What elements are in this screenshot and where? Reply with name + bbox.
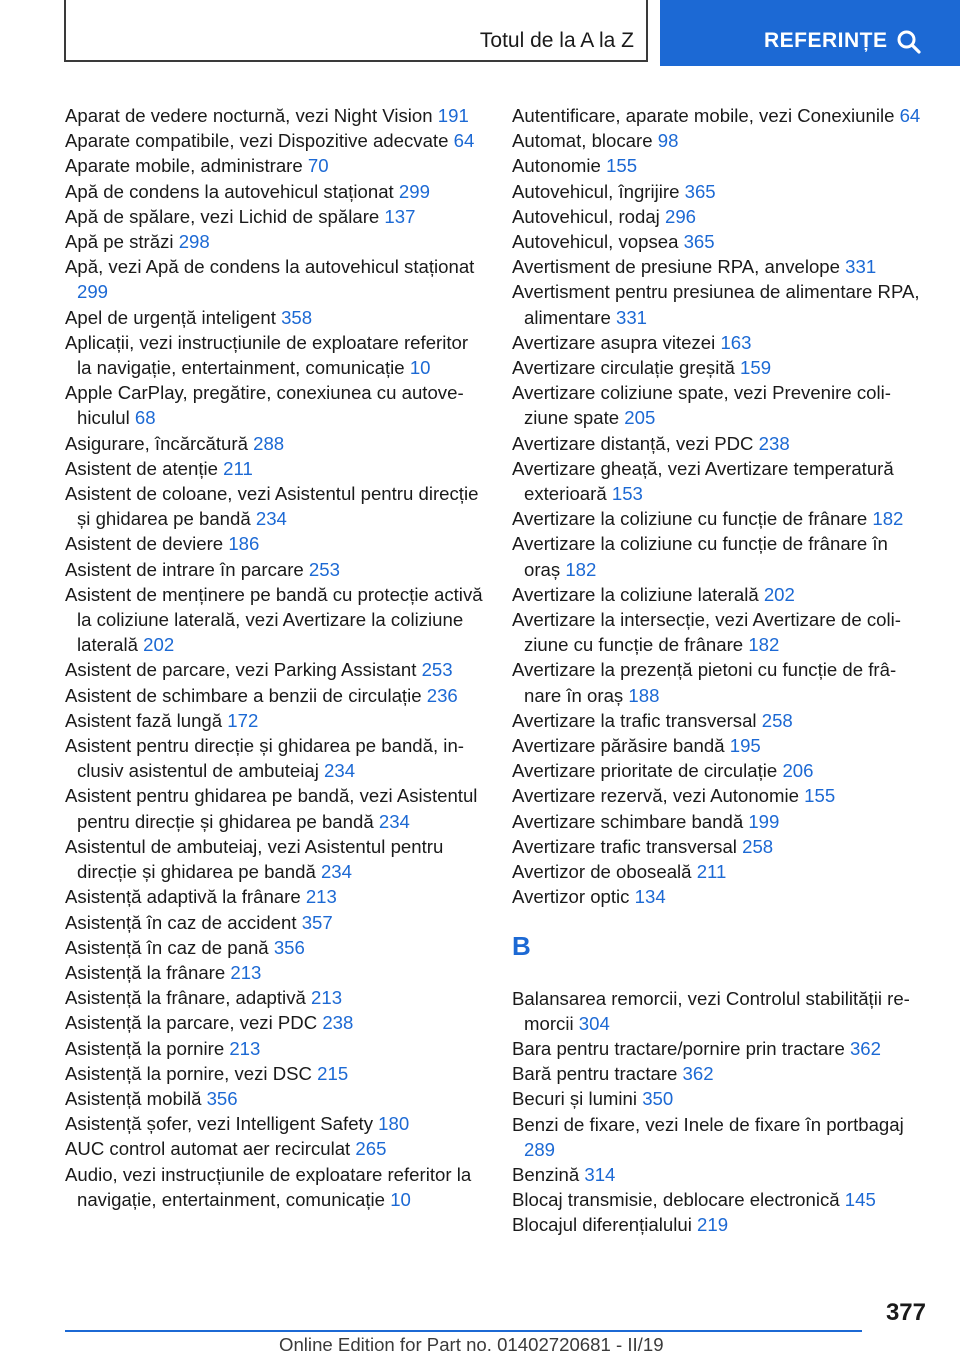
index-entry [65, 657, 485, 682]
page-link[interactable]: 68 [134, 407, 156, 429]
page-link[interactable]: 253 [308, 558, 340, 580]
index-entry-text: Apă pe străzi [65, 231, 174, 253]
page-link[interactable]: 236 [426, 684, 458, 706]
page-link[interactable]: 64 [453, 130, 475, 152]
index-entry-text: Asistent de menținere pe bandă cu protecție activă la coliziune laterală, vezi Avertizare la coliziune laterală [65, 583, 483, 656]
page-link[interactable]: 186 [228, 533, 260, 555]
section-letter: B [512, 930, 531, 961]
index-entry-text: Asistență la parcare, vezi PDC [65, 1012, 318, 1034]
index-entry [512, 607, 922, 657]
index-entry [65, 582, 485, 658]
index-entry [512, 1086, 922, 1111]
index-entry-text: Asistent de intrare în parcare [65, 558, 304, 580]
page-link[interactable]: 155 [804, 785, 836, 807]
index-entry-text: Bară pentru tractare [512, 1063, 678, 1085]
index-entry [65, 1136, 485, 1161]
index-entry-text: Asistent de parcare, vezi Parking Assistant [65, 659, 417, 681]
index-entry-text: Avertizare la trafic transversal [512, 709, 757, 731]
page-link[interactable]: 70 [307, 155, 329, 177]
index-entry [65, 960, 485, 985]
index-entry [65, 733, 485, 783]
index-entry-text: Autovehicul, îngrijire [512, 180, 680, 202]
index-entry [512, 834, 922, 859]
page-link[interactable]: 159 [740, 357, 772, 379]
index-entry [512, 179, 922, 204]
page-link[interactable]: 234 [324, 760, 356, 782]
page-link[interactable]: 357 [301, 911, 333, 933]
index-entry [65, 305, 485, 330]
page-link[interactable]: 180 [378, 1113, 410, 1135]
page-link[interactable]: 98 [657, 130, 679, 152]
index-entry-text: Avertizare distanță, vezi PDC [512, 432, 754, 454]
index-entry [512, 153, 922, 178]
index-entry-text: Apă de condens la autovehicul staționat [65, 180, 394, 202]
page-link[interactable]: 213 [311, 987, 343, 1009]
index-entry [512, 128, 922, 153]
page-link[interactable]: 145 [844, 1189, 876, 1211]
index-entry [512, 758, 922, 783]
index-entry-text: Blocajul diferențialului [512, 1214, 692, 1236]
index-entry-text: Asistență șofer, vezi Intelligent Safety [65, 1113, 373, 1135]
index-entry [512, 986, 922, 1036]
index-entry-text: Benzi de fixare, vezi Inele de fixare în portbagaj [512, 1113, 904, 1135]
index-entry [65, 910, 485, 935]
index-entry [512, 1036, 922, 1061]
index-entry [65, 708, 485, 733]
page-link[interactable]: 211 [223, 457, 253, 479]
page-link[interactable]: 314 [584, 1163, 616, 1185]
index-entry [65, 1111, 485, 1136]
page-link[interactable]: 64 [899, 105, 921, 126]
index-entry [65, 380, 485, 430]
index-entry-text: Asistență la frânare, adaptivă [65, 987, 306, 1009]
page-link[interactable]: 358 [281, 306, 313, 328]
page-link[interactable]: 298 [178, 231, 210, 253]
page-link[interactable]: 365 [683, 231, 715, 253]
page-link[interactable]: 213 [230, 961, 262, 983]
page-link[interactable]: 299 [398, 180, 430, 202]
index-entry [512, 431, 922, 456]
page-link[interactable]: 288 [253, 432, 285, 454]
index-entry [65, 330, 485, 380]
index-entry [512, 456, 922, 506]
footer-divider [65, 1330, 862, 1332]
index-entry [65, 1061, 485, 1086]
index-entry-text: Asigurare, încărcătură [65, 432, 248, 454]
index-entry [512, 103, 922, 128]
page-link[interactable]: 10 [390, 1188, 411, 1210]
page-link[interactable]: 234 [255, 508, 287, 530]
index-entry-text: Asistență în caz de accident [65, 911, 297, 933]
page-link[interactable]: 215 [317, 1062, 349, 1084]
index-entry [512, 1061, 922, 1086]
index-entry-text: Becuri și lumini [512, 1088, 638, 1110]
index-entry-text: Apă, vezi Apă de condens la autovehicul staționat [65, 256, 475, 278]
index-entry [65, 254, 485, 304]
index-entry [512, 380, 922, 430]
index-entry [512, 204, 922, 229]
index-entry-text: Avertisment pentru presiunea de alimentare RPA, alimentare [512, 281, 920, 328]
index-entry [65, 153, 485, 178]
page-link[interactable]: 182 [872, 508, 904, 530]
index-entry-text: Avertizare la prezență pietoni cu funcție de frânare în oraș [512, 659, 897, 706]
index-entry-text: Apple CarPlay, pregătire, conexiunea cu autovehiculul [65, 382, 464, 429]
page-link[interactable]: 205 [624, 407, 656, 429]
page-link[interactable]: 191 [437, 105, 469, 126]
tab-referinte[interactable] [660, 0, 960, 66]
index-entry [65, 456, 485, 481]
page-link[interactable]: 238 [322, 1012, 354, 1034]
page-link[interactable]: 10 [409, 357, 431, 379]
page-link[interactable]: 365 [684, 180, 716, 202]
index-entry [65, 103, 485, 128]
index-entry-text: Autovehicul, rodaj [512, 205, 660, 227]
page-link[interactable]: 213 [305, 886, 337, 908]
index-entry-text: AUC control automat aer recirculat [65, 1138, 351, 1160]
page-link[interactable]: 356 [273, 936, 305, 958]
page-link[interactable]: 258 [761, 709, 793, 731]
index-entry [65, 531, 485, 556]
index-list-a [512, 103, 922, 910]
page-link[interactable]: 155 [606, 155, 638, 177]
page-link[interactable]: 202 [143, 634, 175, 656]
index-entry-text: Asistent de atenție [65, 457, 218, 479]
page-link[interactable]: 153 [611, 483, 643, 505]
index-entry-text: Asistent de coloane, vezi Asistentul pentru direcție și ghidarea pe bandă [65, 483, 479, 530]
index-entry-text: Avertizare prioritate de circulație [512, 760, 778, 782]
index-column-right [512, 103, 922, 1238]
page-link[interactable]: 299 [77, 281, 109, 303]
index-entry-text: Avertizare gheață, vezi Avertizare temperatură exterioară [512, 457, 894, 505]
index-entry-text: Asistent pentru direcție și ghidarea pe bandă, inclusiv asistentul de ambuteiaj [65, 735, 464, 782]
index-entry [512, 229, 922, 254]
page-link[interactable]: 304 [578, 1012, 610, 1034]
index-entry-text: Asistent fază lungă [65, 709, 223, 731]
index-entry-text: Asistent pentru ghidarea pe bandă, vezi Asistentul pentru direcție și ghidarea pe bandă [65, 785, 478, 832]
index-entry [512, 809, 922, 834]
index-entry-text: Avertizare schimbare bandă [512, 810, 744, 832]
index-entry [512, 1187, 922, 1212]
page-link[interactable]: 234 [320, 861, 352, 883]
index-entry-text: Avertizare la coliziune cu funcție de frânare în oraș [512, 533, 888, 580]
index-entry-text: Avertizor optic [512, 886, 630, 908]
index-entry [512, 531, 922, 581]
index-entry [65, 683, 485, 708]
index-entry [65, 884, 485, 909]
index-entry [65, 229, 485, 254]
index-entry [512, 330, 922, 355]
page-link[interactable]: 172 [227, 709, 259, 731]
index-entry [512, 582, 922, 607]
index-entry-text: Asistență în caz de pană [65, 936, 269, 958]
index-entry [512, 708, 922, 733]
index-entry-text: Avertisment de presiune RPA, anvelope [512, 256, 840, 278]
footer-edition-text: Online Edition for Part no. 01402720681 - II/19 [279, 1334, 664, 1355]
index-entry-text: Audio, vezi instrucțiunile de exploatare referitor la navigație, entertainment, comunicație [65, 1163, 472, 1210]
index-entry [65, 1086, 485, 1111]
index-entry [65, 204, 485, 229]
search-icon[interactable] [896, 29, 922, 55]
index-entry [512, 506, 922, 531]
index-entry-text: Avertizare părăsire bandă [512, 735, 725, 757]
page-link[interactable]: 195 [729, 735, 761, 757]
index-entry [65, 1010, 485, 1035]
page-link[interactable]: 289 [524, 1138, 556, 1160]
page-link[interactable]: 199 [748, 810, 780, 832]
page-link[interactable]: 356 [206, 1087, 238, 1109]
index-entry-text: Bara pentru tractare/pornire prin tractare [512, 1037, 845, 1059]
index-entry [512, 254, 922, 279]
index-entry-text: Asistență la pornire [65, 1037, 225, 1059]
index-entry [65, 481, 485, 531]
header [0, 0, 960, 66]
index-entry-text: Benzină [512, 1163, 580, 1185]
page-link[interactable]: 253 [421, 659, 453, 681]
page-link[interactable]: 188 [628, 684, 660, 706]
page-link[interactable]: 206 [782, 760, 814, 782]
page-link[interactable]: 234 [378, 810, 410, 832]
index-entry [512, 1212, 922, 1237]
tab-totul-de-la-a-la-z[interactable] [64, 0, 648, 62]
index-entry-text: Avertizare rezervă, vezi Autonomie [512, 785, 799, 807]
page-link[interactable]: 219 [697, 1214, 729, 1236]
index-entry-text: Avertizare asupra vitezei [512, 331, 716, 353]
index-entry-text: Aparate compatibile, vezi Dispozitive adecvate [65, 130, 449, 152]
page-link[interactable]: 137 [384, 205, 416, 227]
page-link[interactable]: 362 [849, 1037, 881, 1059]
index-entry-text: Aparate mobile, administrare [65, 155, 303, 177]
index-entry-text: Avertizor de oboseală [512, 861, 692, 883]
tab-current-label: Totul de la A la Z [479, 29, 634, 52]
index-column-left [65, 103, 485, 1212]
index-entry [65, 783, 485, 833]
page-link[interactable]: 350 [642, 1088, 674, 1110]
index-entry [65, 1162, 485, 1212]
index-entry-text: Avertizare coliziune spate, vezi Prevenire coliziune spate [512, 382, 891, 429]
index-entry [65, 935, 485, 960]
tab-ref-label: REFERINȚE [764, 29, 888, 52]
index-entry-text: Avertizare circulație greșită [512, 357, 735, 379]
index-entry-text: Avertizare trafic transversal [512, 835, 737, 857]
index-entry [65, 1036, 485, 1061]
page-link[interactable]: 202 [763, 583, 795, 605]
footer-edition [279, 1334, 664, 1356]
index-list-b [512, 986, 922, 1238]
index-entry [512, 1112, 922, 1162]
index-entry [512, 1162, 922, 1187]
index-entry-text: Balansarea remorcii, vezi Controlul stabilității remorcii [512, 987, 910, 1034]
index-entry-text: Asistență la pornire, vezi DSC [65, 1062, 312, 1084]
index-entry-text: Asistent de schimbare a benzii de circulație [65, 684, 422, 706]
index-entry-text: Apă de spălare, vezi Lichid de spălare [65, 205, 380, 227]
index-entry-text: Automat, blocare [512, 130, 653, 152]
page-link[interactable]: 258 [742, 835, 774, 857]
index-entry-text: Avertizare la coliziune laterală [512, 583, 759, 605]
index-entry-text: Asistență adaptivă la frânare [65, 886, 301, 908]
index-entry-text: Asistent de deviere [65, 533, 224, 555]
index-entry [65, 179, 485, 204]
page-link[interactable]: 296 [664, 205, 697, 227]
page-link[interactable]: 213 [229, 1037, 261, 1059]
index-entry [512, 783, 922, 808]
index-entry-text: Autentificare, aparate mobile, vezi Conexiunile [512, 105, 895, 126]
page-link[interactable]: 331 [845, 256, 877, 278]
index-entry-text: Autovehicul, vopsea [512, 231, 679, 253]
index-entry [65, 431, 485, 456]
index-entry [65, 128, 485, 153]
index-entry [512, 884, 922, 909]
page-link[interactable]: 211 [696, 861, 727, 883]
page-link[interactable]: 163 [720, 331, 752, 353]
index-entry [512, 859, 922, 884]
page-link[interactable]: 182 [565, 558, 597, 580]
index-entry [65, 985, 485, 1010]
index-entry-text: Apel de urgență inteligent [65, 306, 276, 328]
page-number: 377 [885, 1299, 926, 1326]
page-link[interactable]: 238 [758, 432, 790, 454]
index-entry [512, 657, 922, 707]
index-entry-text: Avertizare la intersecție, vezi Avertizare de coliziune cu funcție de frânare [512, 609, 901, 656]
index-entry-text: Blocaj transmisie, deblocare electronică [512, 1189, 840, 1211]
page-link[interactable]: 182 [748, 634, 780, 656]
index-entry [512, 279, 922, 329]
index-entry-text: Autonomie [512, 155, 601, 177]
index-entry-text: Asistentul de ambuteiaj, vezi Asistentul pentru direcție și ghidarea pe bandă [65, 835, 444, 883]
page-link[interactable]: 362 [682, 1063, 714, 1085]
index-entry-text: Aplicații, vezi instrucțiunile de exploatare referitor la navigație, entertainment, comunicație [65, 331, 469, 379]
page-link[interactable]: 331 [616, 306, 648, 328]
index-entry [65, 557, 485, 582]
index-entry-text: Avertizare la coliziune cu funcție de frânare [512, 508, 868, 530]
index-entry [512, 733, 922, 758]
page-link[interactable]: 134 [634, 886, 666, 908]
index-entry-text: Aparat de vedere nocturnă, vezi Night Vision [65, 105, 433, 126]
page-link[interactable]: 265 [355, 1138, 387, 1160]
index-entry [512, 355, 922, 380]
index-entry-text: Asistență mobilă [65, 1087, 202, 1109]
index-entry-text: Asistență la frânare [65, 961, 226, 983]
index-entry [65, 834, 485, 884]
